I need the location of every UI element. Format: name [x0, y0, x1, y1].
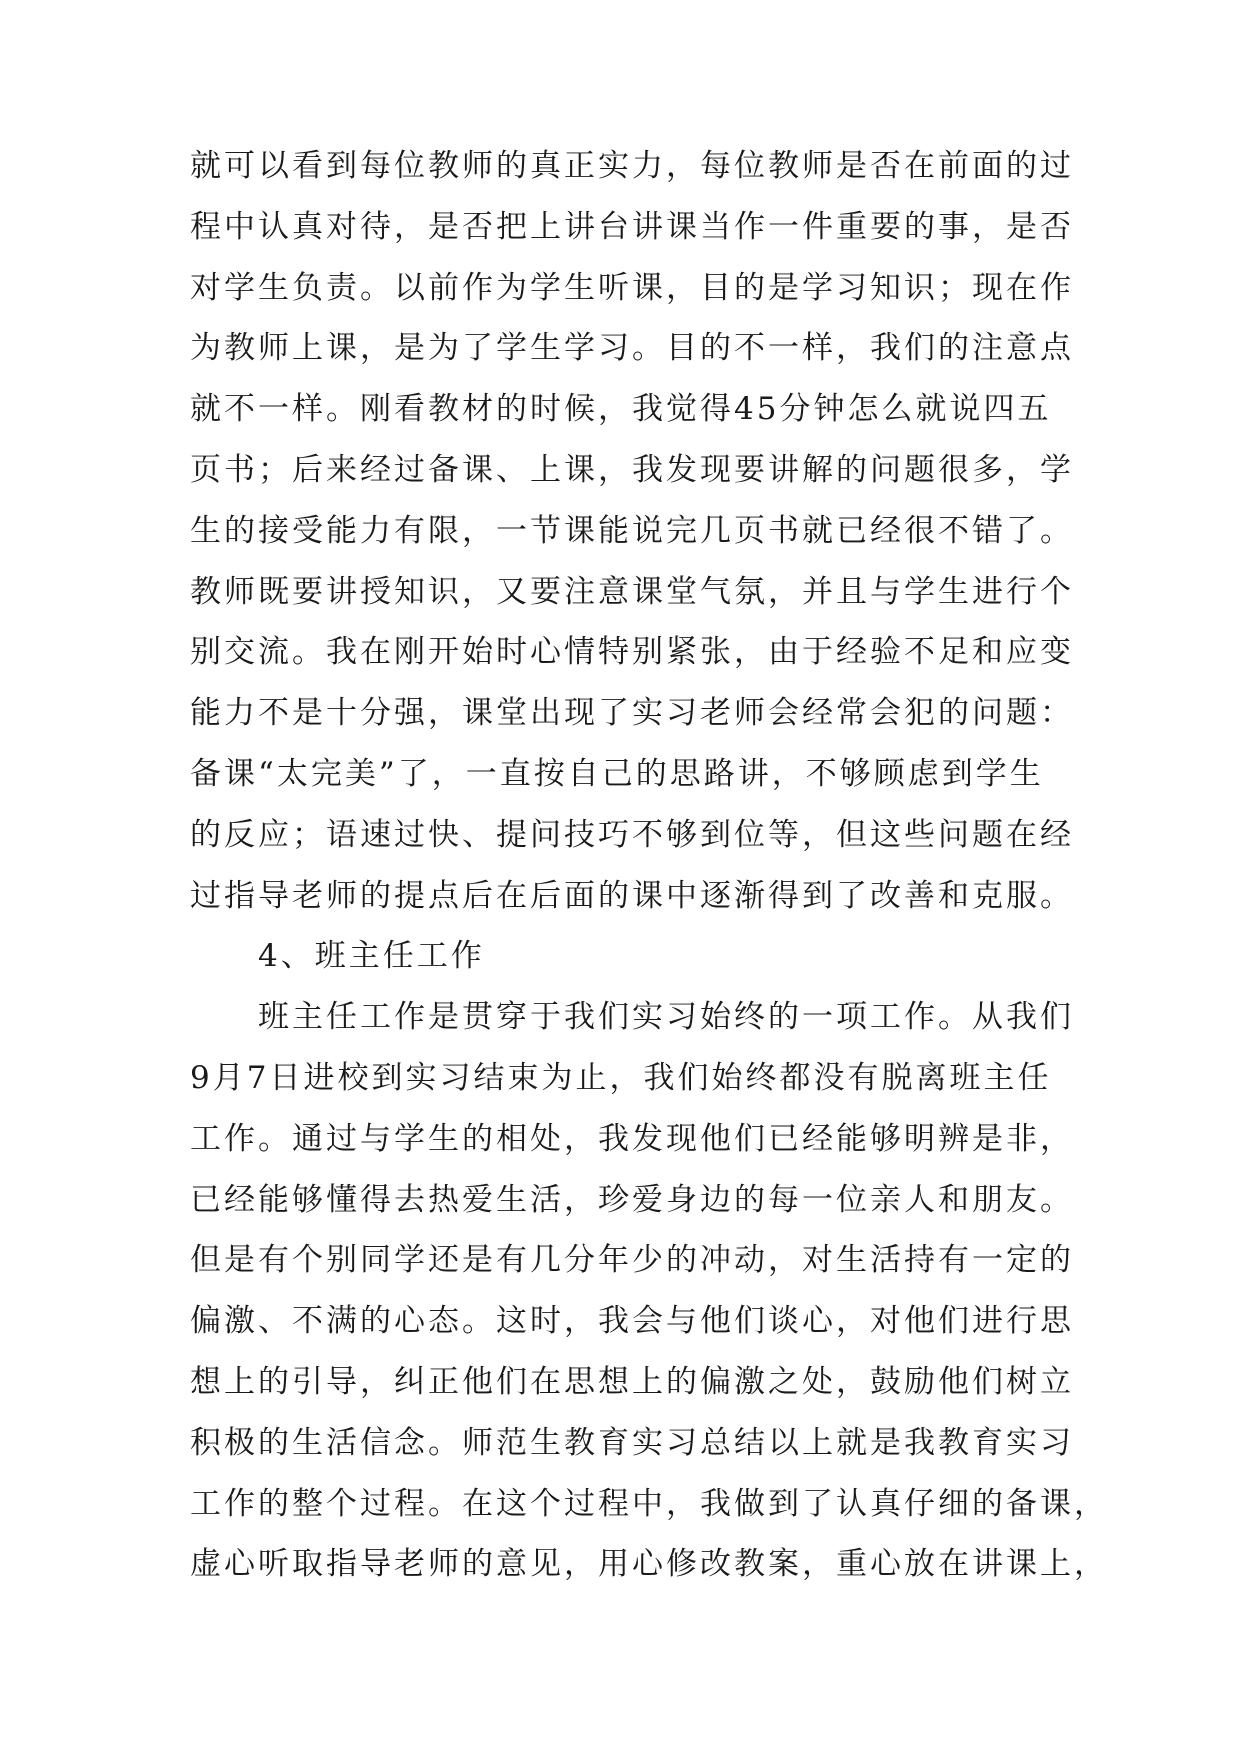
text-line: 9月7日进校到实习结束为止，我们始终都没有脱离班主任	[190, 1059, 1052, 1096]
text-line: 就不一样。刚看教材的时候，我觉得45分钟怎么就说四五	[190, 391, 1052, 428]
text-line: 对学生负责。以前作为学生听课，目的是学习知识；现在作	[190, 269, 1074, 306]
text-line: 程中认真对待，是否把上讲台讲课当作一件重要的事，是否	[190, 208, 1074, 245]
text-line: 的反应；语速过快、提问技巧不够到位等，但这些问题在经	[190, 816, 1074, 853]
text-line: 积极的生活信念。师范生教育实习总结以上就是我教育实习	[190, 1424, 1074, 1461]
text-line: 已经能够懂得去热爱生活，珍爱身边的每一位亲人和朋友。	[190, 1181, 1074, 1218]
text-line: 偏激、不满的心态。这时，我会与他们谈心，对他们进行思	[190, 1303, 1074, 1340]
text-line: 想上的引导，纠正他们在思想上的偏激之处，鼓励他们树立	[190, 1363, 1074, 1400]
text-line: 工作的整个过程。在这个过程中，我做到了认真仔细的备课，	[190, 1485, 1108, 1522]
text-line: 页书；后来经过备课、上课，我发现要讲解的问题很多，学	[190, 451, 1074, 488]
text-line: 为教师上课，是为了学生学习。目的不一样，我们的注意点	[190, 330, 1074, 367]
text-line: 过指导老师的提点后在后面的课中逐渐得到了改善和克服。	[190, 877, 1074, 914]
text-line: 教师既要讲授知识，又要注意课堂气氛，并且与学生进行个	[190, 573, 1074, 610]
text-line: 别交流。我在刚开始时心情特别紧张，由于经验不足和应变	[190, 634, 1074, 671]
section-heading: 4、班主任工作	[190, 938, 485, 975]
document-body	[190, 136, 1108, 1595]
text-line: 工作。通过与学生的相处，我发现他们已经能够明辨是非，	[190, 1120, 1074, 1157]
text-line: 备课“太完美”了，一直按自己的思路讲，不够顾虑到学生	[190, 755, 1044, 792]
text-line: 能力不是十分强，课堂出现了实习老师会经常会犯的问题：	[190, 695, 1074, 732]
text-line: 生的接受能力有限，一节课能说完几页书就已经很不错了。	[190, 512, 1074, 549]
text-line: 虚心听取指导老师的意见，用心修改教案，重心放在讲课上，	[190, 1546, 1108, 1583]
text-line: 但是有个别同学还是有几分年少的冲动，对生活持有一定的	[190, 1242, 1074, 1279]
text-line: 班主任工作是贯穿于我们实习始终的一项工作。从我们	[190, 999, 1074, 1036]
text-line: 就可以看到每位教师的真正实力，每位教师是否在前面的过	[190, 148, 1074, 184]
